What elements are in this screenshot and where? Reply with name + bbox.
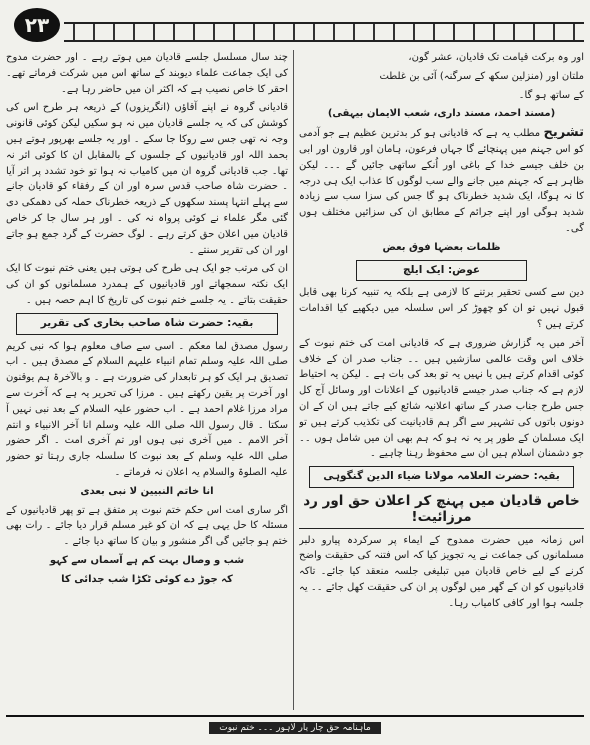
left-paragraph-three: رسول مصدق لما معکم ۔ اسی سے صاف معلوم ہوا کہ نبی کریم صلی اللہ علیہ وسلم تمام انبیاء علیہم السلام کے مصدق ہیں ۔ اب تصدیق ہر ایک کو ہر تابعدار کی ضرورت ہے ۔ و بالآخرۃ ہم یوقنون اور آخرت پر یقین رکھتے ہیں ۔ مرزا کی تحریر یہ ہے کہ آخرت سے مراد مرزا غلام احمد ہے ۔ اب حضور علیہ السلام کے بعد نبی نہیں آ سکتا ۔ قال رسول اللہ صلی اللہ علیہ وسلم انا آخر الانبیاء و انتم آخر الامم ۔ میں آخری نبی ہوں اور تم آخری امت ۔ اگر حضور صلی اللہ علیہ وسلم کے بعد نبوت کا سلسلہ جاری رہتا تو حضور علیہ الصلوۃ والسلام یہ اعلان نہ فرماتے ۔ <box>6 340 288 478</box>
tashreeh-text: مطلب یہ ہے کہ قادیانی ہو کر بدترین عظیم ہے جو آدمی کو اس جہنم میں پہنچائے گا جہاں فرعون، ہامان اور قارون اور ابی بن خلف جیسے خدا کے باغی اور اُنکے ساتھی جائیں گے ۔۔۔ لیکن ظاہر ہے کہ جہنم میں جانے والے سب لوگوں کا عذاب ایک ہی درجہ کا نہ ہوگا، ایک شدید خطرناک ہو گا جس کی سزا سب سے زیادہ شدید ہوگی اور اپنے جرائم کے مطابق ان کی سزائیں مختلف ہوں گی۔ <box>299 128 584 234</box>
baqiya-box-left: بقیہ: حضرت شاہ صاحب بخاری کی تقریر <box>16 313 278 335</box>
page-footer <box>6 715 584 739</box>
footer-text: ماہنامہ حق چار یار لاہور ۔۔۔ ختم نبوت <box>209 722 381 734</box>
closing-verse-line: کہ جوڑ دے کوئی ٹکڑا شب جدائی کا <box>61 573 233 585</box>
left-paragraph-two: ان کی مرتب جو ایک ہی طرح کی ہوتی ہیں یعنی ختم نبوت کا ایک ایک نکتہ سمجھاتے اور قادیانیوں کے ہمدرد مسلمانوں کو ان کی حقیقت بتاتے ۔ یہ جلسے ختم نبوت کی تاریخ کا اہم حصہ ہیں ۔ <box>6 263 288 306</box>
zulumat-heading: ظلمات بعضہا فوق بعض <box>382 241 501 253</box>
closing-verse-line: شب و وصال بہت کم ہے آسماں سے کہو <box>49 554 245 566</box>
left-paragraph-one: قادیانی گروہ نے اپنے آقاؤں (انگریزوں) کے ذریعہ ہر طرح اس کی کوشش کی کہ یہ جلسے قادیان میں نہ ہو سکیں لیکن کوئی قانونی وجہ نہ تھی جس سے روکا جا سکے ۔ اور یہ جلسے بھرپور ہوتے ہیں بحمد اللہ اور قادیانیوں کے جلسوں کے بالمقابل ان کا کوئی اثر نہ تھا۔ جب قادیانی گروہ ان میں کامیاب نہ ہوا تو خود تشدد پر اتر آیا ۔ حضرت شاہ صاحب قدس سرہ اور ان کے رفقاء کو قادیان جانے سے پہلے انتہا پسند سکھوں کے ذریعہ خطرناک حملہ کی دھمکی دی گئی مگر علماء نے کوئی پرواہ نہ کی ۔ اور ہر سال جا کر خاص قادیان میں اعلان حق کرتے رہے ۔ لوگ حضرت کے گرد جمع ہو جاتے اور ان کی تقریر سنتے ۔ <box>6 102 288 256</box>
right-paragraph-two: آخر میں یہ گزارش ضروری ہے کہ قادیانی امت کی ختم نبوت کے خلاف اس وقت عالمی سازشیں ہیں ۔۔ جناب صدر ان کے خلاف کوئی اقدام کرتے ہیں یا نہیں یہ تو بعد کی بات ہے ۔ لیکن یہ احتیاط لازم ہے کہ جناب صدر جیسے قادیانیوں کے اعلانات اور وسائل آج کل جس طرح جناب صدر کے ساتھ اعلانیہ شائع کیے جاتے ہیں ان کے ان دونوں باتوں کی تشہیر سے اگر ہم قادیانیت کی تکذیب کرتے ہیں تو ایک مسلمان کے طور پر یہ نہ ہو کہ ہم بھی ان میں شامل ہوں ۔۔ جو دشمنان اسلام ہیں ان سے محفوظ رہنا چاہیے ۔ <box>299 337 584 460</box>
column-divider <box>293 50 294 710</box>
left-intro: چند سال مسلسل جلسے قادیان میں ہوتے رہے ۔ اور حضرت مدوح کی ایک جماعت علماء دیوبند کے ساتھ اس میں شرکت فرماتے تھے۔ احقر کا خاص نصیب ہے کہ اکثر ان میں حاضر رہا ہے۔ <box>6 52 288 95</box>
page-number: ۲۳ <box>14 8 60 42</box>
hadith-line: کے ساتھ ہو گا۔ <box>518 89 584 101</box>
ahl-box: عوض: ایک ایلچ <box>356 260 527 282</box>
closing-arabic: انا خاتم النبیین لا نبی بعدی <box>80 485 214 497</box>
header-ornament <box>64 22 584 42</box>
tashreeh-heading: تشریح <box>543 125 584 141</box>
hadith-line: اور وہ برکت قیامت تک قادیان، عشر گون، <box>408 52 584 63</box>
right-paragraph-one: دین سے کسی تحقیر برتنے کا لازمی ہے بلکہ یہ تنبیہ کرنا بھی قابل قبول نہیں تو ان کو چھوڑ کر اس سلسلہ میں دیکھیے کیا اقدامات کرتے ہیں ؟ <box>299 287 584 330</box>
baqiya-box-right: بقیہ: حضرت العلامہ مولانا ضیاء الدین گنگوہی <box>309 466 574 488</box>
left-column <box>6 50 288 710</box>
hadith-reference: (مسند احمد، مسند داری، شعب الایمان بیہقی) <box>327 108 556 120</box>
hadith-line: ملتان اور (منزلین سکھ کے سرگنہ) آئی بن غلطت <box>379 70 584 82</box>
left-paragraph-four: اگر ساری امت اس حکم ختم نبوت پر متفق ہے تو پھر قادیانیوں کے مسئلہ کا حل یہی ہے کہ ان کو غیر مسلم قرار دیا جائے ۔ رات بھی ختم ہو جائیں گی اگر منشور و بیان کا ساتھ دیا جائے ۔ <box>6 504 288 548</box>
section-title: خاص قادیان میں پہنچ کر اعلان حق اور رد مرزائیت! <box>299 494 584 529</box>
page <box>6 6 584 739</box>
page-header <box>6 6 584 48</box>
right-column <box>299 50 584 710</box>
right-paragraph-three: اس زمانہ میں حضرت ممدوح کے ایماء پر سرکردہ پیارو دلبر مسلمانوں کی جماعت نے یہ تجویز کیا کہ اس فتنہ کی حقیقت واضح کرنے کے لیے خاص قادیان میں تبلیغی جلسہ منعقد کیا جائے۔ تاکہ قادیانیوں کو ان کے گھر میں لوگوں پر ان کی حقیقت کھل جائے ۔۔ یہ جلسہ ہوا اور کافی کامیاب رہا۔ <box>299 534 584 609</box>
